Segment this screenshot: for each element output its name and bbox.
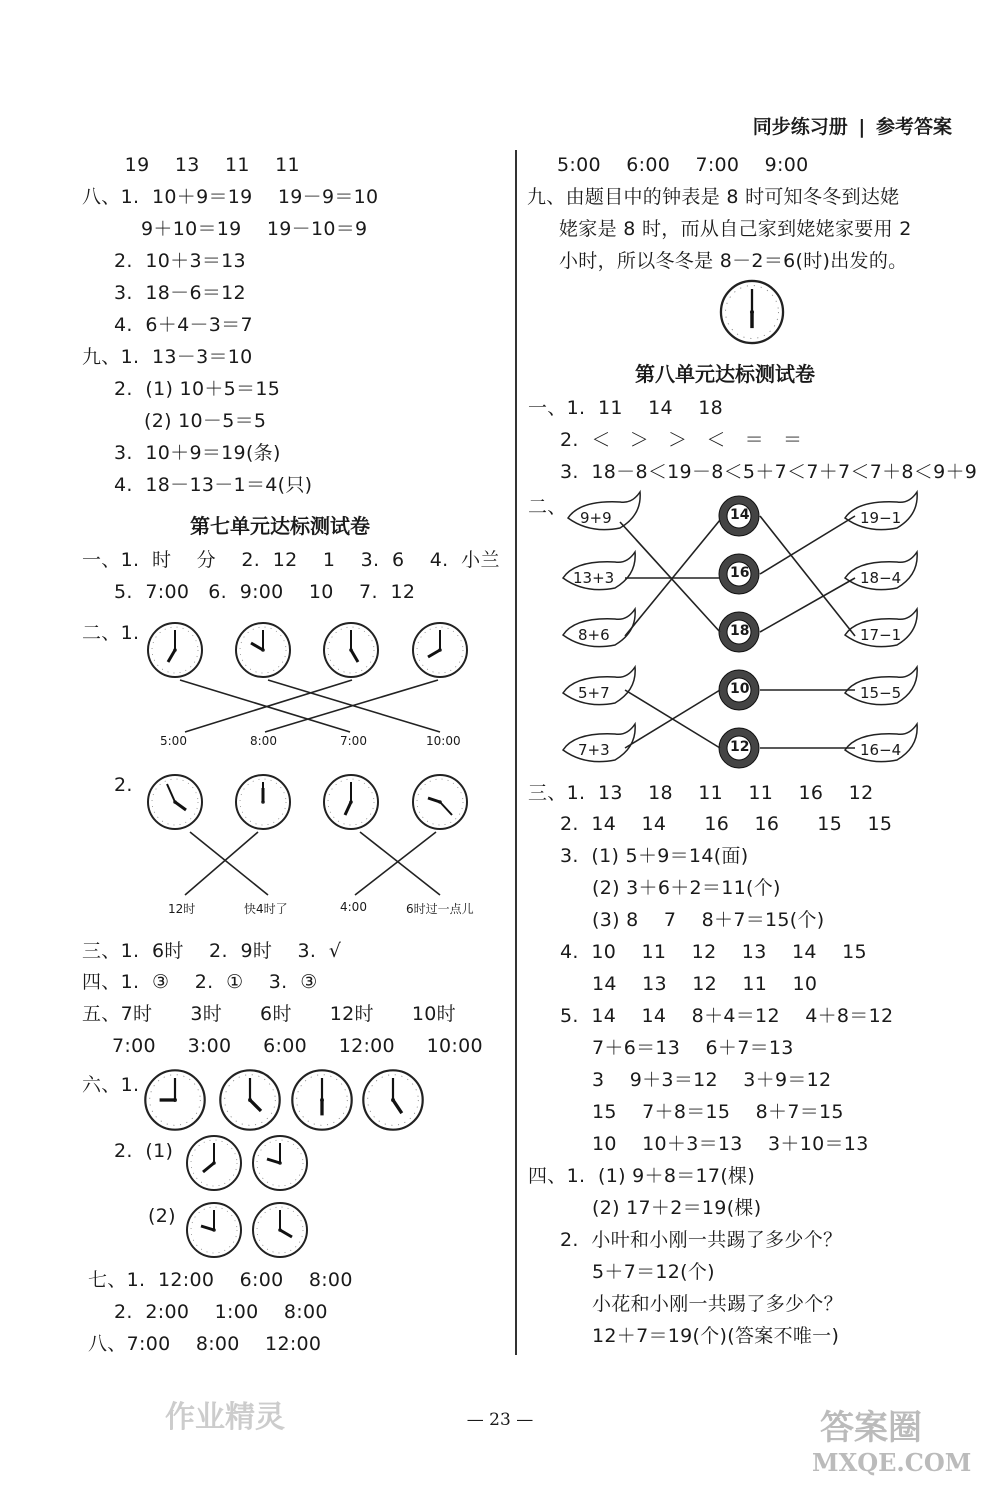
flower-number: 14	[730, 507, 750, 523]
clock-icon	[236, 775, 290, 829]
header-title: 同步练习册	[752, 116, 848, 138]
answer-line: 2.	[114, 774, 133, 796]
clock-icon	[292, 1070, 351, 1129]
clock-icon	[721, 281, 783, 343]
flower-number: 18	[730, 623, 750, 639]
answer-line: 3. 18－6＝12	[114, 282, 246, 304]
answer-line: 二、1.	[82, 622, 140, 644]
clock-icon	[148, 623, 202, 677]
answer-line: 5. 7:00 6. 9:00 10 7. 12	[114, 581, 416, 603]
answer-line: 3 9＋3＝12 3＋9＝12	[592, 1069, 832, 1091]
answer-line: 三、1. 13 18 11 11 16 12	[528, 782, 874, 804]
clock-icon	[413, 623, 467, 677]
unit7-title: 第七单元达标测试卷	[190, 514, 370, 538]
answer-line: 12＋7＝19(个)(答案不唯一)	[592, 1325, 840, 1347]
clock-icon	[145, 1070, 204, 1129]
answer-line: 八、7:00 8:00 12:00	[88, 1333, 322, 1355]
clock-label: 5:00	[160, 734, 187, 748]
answer-line: 2. (1) 10＋5＝15	[114, 378, 281, 400]
leaf-left: 13+3	[573, 569, 615, 587]
answer-line: 三、1. 6时 2. 9时 3. √	[82, 940, 342, 962]
unit8-title: 第八单元达标测试卷	[635, 362, 815, 386]
clock-label: 快4时了	[244, 902, 288, 916]
leaf-right: 16−4	[860, 741, 902, 759]
answer-line: 3. 18－8＜19－8＜5＋7＜7＋7＜7＋8＜9＋9	[560, 461, 978, 483]
clock-icon	[236, 623, 290, 677]
header-separator: |	[858, 116, 866, 138]
answer-line: 一、1. 时 分 2. 12 1 3. 6 4. 小兰	[82, 549, 500, 571]
answer-line: (2)	[148, 1205, 176, 1227]
answer-line: 7＋6＝13 6＋7＝13	[592, 1037, 794, 1059]
clock-icon	[363, 1070, 422, 1129]
leaf-left: 9+9	[580, 509, 612, 527]
flower-number: 16	[730, 565, 750, 581]
clock-label: 7:00	[340, 734, 367, 748]
answer-line: 4. 18－13－1＝4(只)	[114, 474, 313, 496]
answer-line: 4. 10 11 12 13 14 15	[560, 941, 867, 963]
answer-line: 一、1. 11 14 18	[528, 397, 724, 419]
answer-line: 五、7时 3时 6时 12时 10时	[82, 1003, 456, 1025]
watermark-daanquan: 答案圈	[820, 1408, 922, 1448]
answer-line: 7:00 3:00 6:00 12:00 10:00	[112, 1035, 483, 1057]
flower-number: 10	[730, 681, 750, 697]
clock-label: 12时	[168, 902, 196, 916]
header-subtitle: 参考答案	[875, 116, 952, 138]
answer-line: 5. 14 14 8＋4＝12 4＋8＝12	[560, 1005, 894, 1027]
clock-icon	[187, 1203, 241, 1257]
clock-icon	[187, 1136, 241, 1190]
answer-line: 19 13 11 11	[112, 154, 300, 176]
answer-line: 二、	[528, 496, 567, 518]
answer-line: 八、1. 10＋9＝19 19－9＝10	[82, 186, 379, 208]
answer-line: 四、1. ③ 2. ① 3. ③	[82, 971, 318, 993]
answer-line: 2. (1)	[114, 1140, 174, 1162]
answer-line: (3) 8 7 8＋7＝15(个)	[592, 909, 825, 931]
answer-line: 姥家是 8 时，而从自己家到姥姥家要用 2	[559, 218, 912, 240]
answer-line: 15 7＋8＝15 8＋7＝15	[592, 1101, 844, 1123]
clock-icon	[220, 1070, 279, 1129]
answer-line: 3. (1) 5＋9＝14(面)	[560, 845, 749, 867]
clock-icon	[253, 1203, 307, 1257]
answer-line: 9＋10＝19 19－10＝9	[141, 218, 368, 240]
leaf-right: 18−4	[860, 569, 902, 587]
leaf-left: 8+6	[578, 626, 610, 644]
answer-line: 六、1.	[82, 1074, 140, 1096]
answer-line: 九、1. 13－3＝10	[82, 346, 253, 368]
answer-line: 2. 2:00 1:00 8:00	[114, 1301, 328, 1323]
answer-line: 2. ＜ ＞ ＞ ＜ ＝ ＝	[560, 429, 803, 451]
answer-line: 四、1. (1) 9＋8＝17(棵)	[528, 1165, 756, 1187]
answer-line: 10 10＋3＝13 3＋10＝13	[592, 1133, 869, 1155]
clock-icon	[413, 775, 467, 829]
leaf-right: 17−1	[860, 626, 902, 644]
answer-line: (2) 17＋2＝19(棵)	[592, 1197, 762, 1219]
answer-line: 九、由题目中的钟表是 8 时可知冬冬到达姥	[527, 186, 900, 208]
flower-number: 12	[730, 739, 750, 755]
answer-line: 小时，所以冬冬是 8－2＝6(时)出发的。	[559, 250, 908, 272]
answer-line: 5:00 6:00 7:00 9:00	[557, 154, 809, 176]
clock-label: 10:00	[426, 734, 461, 748]
answer-line: 3. 10＋9＝19(条)	[114, 442, 281, 464]
clock-label: 4:00	[340, 900, 367, 914]
leaf-right: 15−5	[860, 684, 902, 702]
answer-line: 4. 6＋4－3＝7	[114, 314, 253, 336]
watermark-site: MXQE.COM	[812, 1448, 972, 1477]
answer-line: 2. 14 14 16 16 15 15	[560, 813, 893, 835]
clock-label: 8:00	[250, 734, 277, 748]
leaf-right: 19−1	[860, 509, 902, 527]
clock-icon	[324, 775, 378, 829]
answer-line: 5＋7＝12(个)	[592, 1261, 715, 1283]
answer-line: 七、1. 12:00 6:00 8:00	[88, 1269, 353, 1291]
matching-lines	[180, 680, 440, 732]
clock-icon	[253, 1136, 307, 1190]
answer-line: 2. 10＋3＝13	[114, 250, 246, 272]
clock-icon	[324, 623, 378, 677]
answer-line: 14 13 12 11 10	[592, 973, 818, 995]
matching-lines	[185, 832, 440, 895]
answer-line: (2) 3＋6＋2＝11(个)	[592, 877, 781, 899]
answer-line: (2) 10－5＝5	[144, 410, 267, 432]
answer-line: 小花和小刚一共踢了多少个？	[592, 1293, 843, 1315]
clock-icon	[148, 775, 202, 829]
watermark-zuoyejingling: 作业精灵	[165, 1400, 285, 1435]
clock-label: 6时过一点儿	[406, 902, 474, 916]
leaf-left: 5+7	[578, 684, 610, 702]
leaf-left: 7+3	[578, 741, 610, 759]
answer-line: 2. 小叶和小刚一共踢了多少个？	[560, 1229, 843, 1251]
page-number: — 23 —	[466, 1410, 534, 1430]
